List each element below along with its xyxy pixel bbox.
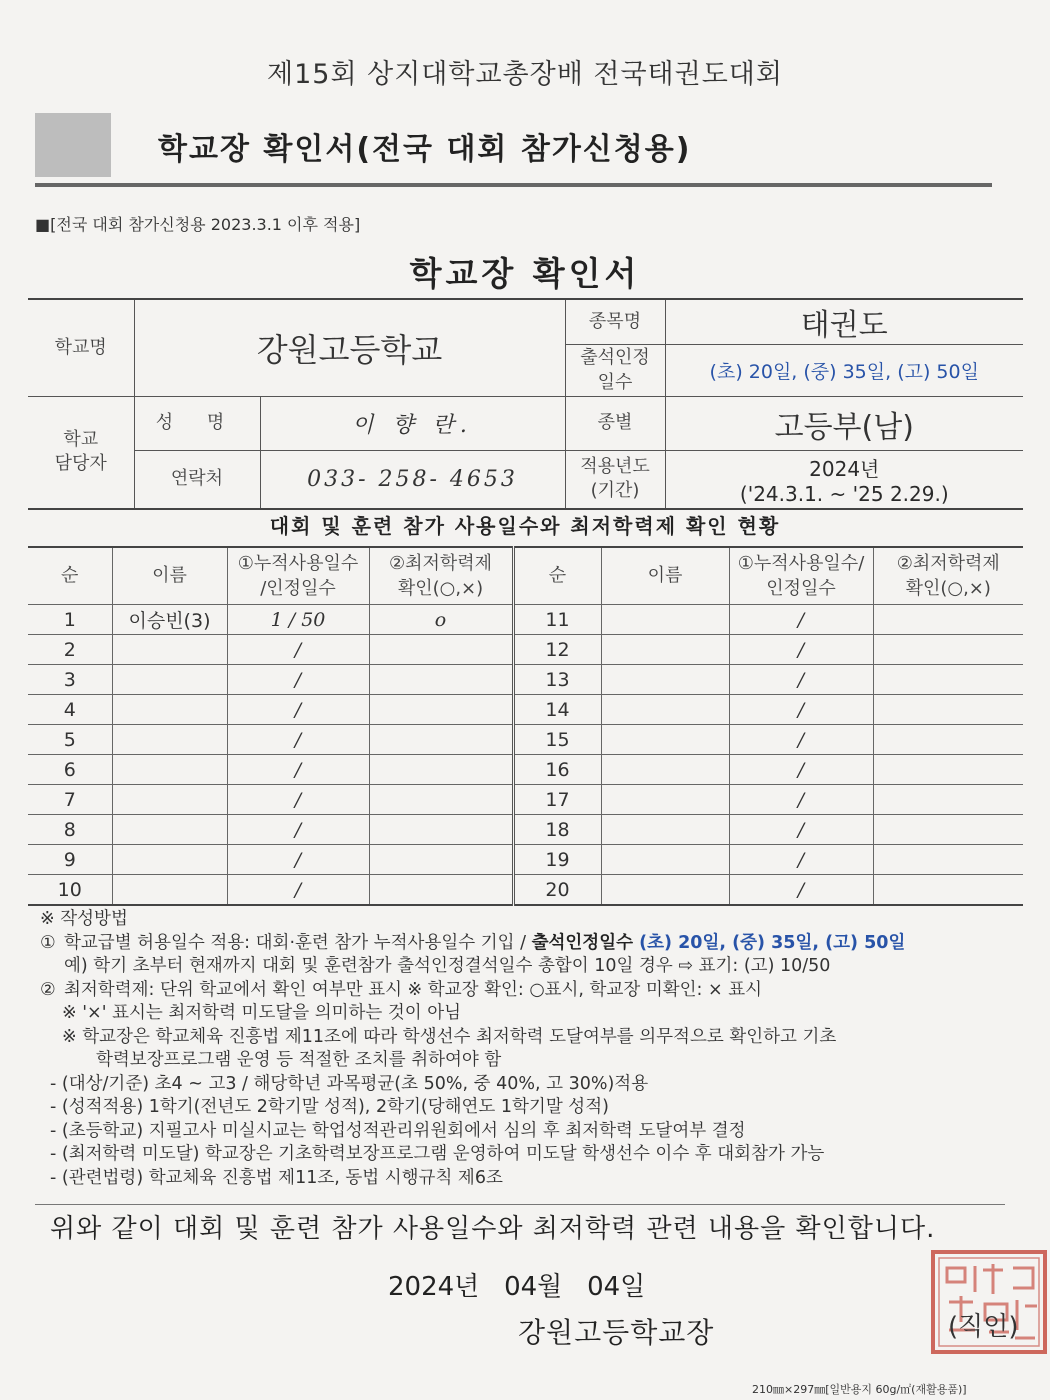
days-left-value: /	[294, 818, 302, 841]
student-name-right	[601, 665, 729, 695]
year-period	[665, 451, 1023, 509]
days-right	[729, 845, 873, 875]
row-number-left	[28, 605, 112, 635]
academic-check-left	[369, 875, 513, 906]
staff-label	[28, 397, 134, 509]
instruction-1	[40, 932, 1040, 956]
row-number-right	[513, 875, 601, 906]
table-row	[28, 845, 1023, 875]
days-right	[729, 755, 873, 785]
table-row	[28, 785, 1023, 815]
confirmation-statement: 위와 같이 대회 및 훈련 참가 사용일수와 최저학력 관련 내용을 확인합니다.	[50, 1214, 936, 1244]
academic-check-right	[873, 725, 1023, 755]
header-days-right-line2: 인정일수	[766, 578, 836, 599]
header-academic-right-line1: ②최저학력제	[896, 552, 1000, 574]
days-left	[227, 665, 369, 695]
days-left	[227, 785, 369, 815]
days-left-value: /	[294, 728, 302, 751]
staff-name: 이 향 란.	[260, 397, 565, 451]
academic-check-right	[873, 845, 1023, 875]
days-right-value: /	[797, 608, 805, 631]
row-number-right	[513, 605, 601, 635]
days-right	[729, 875, 873, 906]
category-label: 종별	[565, 397, 665, 451]
instruction-2-number: ②	[40, 979, 56, 1000]
days-left-value: /	[294, 788, 302, 811]
header-name-left: 이름	[112, 547, 227, 605]
table-row	[28, 635, 1023, 665]
form-title: 학교장 확인서	[409, 254, 641, 293]
event-label: 종목명	[565, 299, 665, 345]
header-academic-left	[369, 547, 513, 605]
header-name-right: 이름	[601, 547, 729, 605]
table-row	[28, 725, 1023, 755]
usage-table	[28, 546, 1023, 906]
instruction-2-sub3: 학력보장프로그램 운영 등 적절한 조치를 취하여야 함	[96, 1050, 502, 1070]
school-info-table	[28, 298, 1023, 510]
days-left-value: /	[294, 638, 302, 661]
student-name-right	[601, 605, 729, 635]
instruction-2	[40, 979, 1040, 1003]
student-name-left	[112, 815, 227, 845]
days-right-value: /	[797, 638, 805, 661]
days-left	[227, 635, 369, 665]
academic-check-right	[873, 815, 1023, 845]
row-number-right-value: 14	[545, 698, 570, 721]
academic-check-right	[873, 695, 1023, 725]
student-name-left	[112, 785, 227, 815]
academic-check-left-value: o	[434, 608, 447, 631]
row-number-right	[513, 815, 601, 845]
student-name-right	[601, 875, 729, 906]
instructions	[40, 908, 1040, 1190]
row-number-right-value: 13	[545, 668, 570, 691]
days-right-value: /	[797, 668, 805, 691]
academic-check-right	[873, 785, 1023, 815]
row-number-right-value: 18	[545, 818, 570, 841]
academic-check-right	[873, 635, 1023, 665]
student-name-right	[601, 635, 729, 665]
seal-label: (직인)	[948, 1312, 1019, 1342]
instruction-2-text: 최저학력제: 단위 학교에서 확인 여부만 표시 ※ 학교장 확인: ○표시, 학교장 미확인: × 표시	[64, 979, 763, 1000]
days-right	[729, 815, 873, 845]
days-right-value: /	[797, 758, 805, 781]
year-label-line2: (기간)	[590, 480, 640, 502]
days-right-value: /	[797, 698, 805, 721]
days-left	[227, 725, 369, 755]
table-row	[28, 875, 1023, 906]
row-number-left-value: 9	[63, 848, 76, 871]
academic-check-left	[369, 755, 513, 785]
student-name-right	[601, 755, 729, 785]
days-right	[729, 665, 873, 695]
header-academic-right	[873, 547, 1023, 605]
days-right-value: /	[797, 878, 805, 901]
row-number-right	[513, 635, 601, 665]
row-number-left-value: 4	[63, 698, 76, 721]
header-days-right-line1: ①누적사용일수/	[737, 552, 865, 574]
student-name-right	[601, 815, 729, 845]
academic-check-right	[873, 605, 1023, 635]
staff-label-line2: 담당자	[54, 453, 107, 475]
row-number-left	[28, 815, 112, 845]
row-number-right-value: 16	[545, 758, 570, 781]
usage-section-title: 대회 및 훈련 참가 사용일수와 최저학력제 확인 현황	[269, 514, 781, 538]
academic-check-left	[369, 605, 513, 635]
paper-spec: 210㎜×297㎜[일반용지 60g/㎡(재활용품)]	[752, 1383, 967, 1396]
contact-label: 연락처	[134, 451, 260, 509]
row-number-left-value: 1	[63, 608, 76, 631]
student-name-left-value: 이승빈(3)	[128, 610, 211, 632]
row-number-left-value: 6	[63, 758, 76, 781]
footer-divider	[35, 1204, 1005, 1205]
days-right	[729, 695, 873, 725]
days-left-value: /	[294, 878, 302, 901]
detail-target: - (대상/기준) 초4 ~ 고3 / 해당학년 과목평균(초 50%, 중 40%, 고 30%)적용	[50, 1073, 649, 1094]
days-left-value: /	[294, 698, 302, 721]
instruction-1-days: (초) 20일, (중) 35일, (고) 50일	[633, 932, 906, 953]
days-left-value: /	[294, 848, 302, 871]
days-right	[729, 725, 873, 755]
header-academic-left-line2: 확인(○,×)	[397, 578, 484, 599]
year-label-line1: 적용년도	[580, 455, 650, 477]
header-days-left-line1: ①누적사용일수	[237, 552, 359, 574]
table-row	[28, 665, 1023, 695]
days-right	[729, 635, 873, 665]
instruction-1-bold: 출석인정일수	[531, 932, 634, 953]
days-left	[227, 755, 369, 785]
row-number-right-value: 19	[545, 848, 570, 871]
event-value: 태권도	[665, 299, 1023, 345]
days-right-value: /	[797, 728, 805, 751]
title-decoration-block	[35, 113, 111, 177]
days-left-value: /	[294, 668, 302, 691]
row-number-left	[28, 785, 112, 815]
table-row	[28, 755, 1023, 785]
detail-below-minimum: - (최저학력 미도달) 학교장은 기초학력보장프로그램 운영하여 미도달 학생선수 이수 후 대회참가 가능	[50, 1144, 825, 1164]
row-number-left	[28, 665, 112, 695]
academic-check-left	[369, 815, 513, 845]
row-number-left-value: 8	[63, 818, 76, 841]
student-name-left	[112, 845, 227, 875]
days-left	[227, 875, 369, 906]
academic-check-right	[873, 755, 1023, 785]
student-name-left	[112, 635, 227, 665]
year-value: 2024년	[809, 456, 880, 481]
row-number-right	[513, 785, 601, 815]
year-label	[565, 451, 665, 509]
days-left-value: /	[294, 758, 302, 781]
days-left	[227, 605, 369, 635]
name-label: 성 명	[134, 397, 260, 451]
student-name-left	[112, 875, 227, 906]
table-row	[28, 605, 1023, 635]
header-no-right: 순	[513, 547, 601, 605]
header-no-left: 순	[28, 547, 112, 605]
days-right	[729, 785, 873, 815]
student-name-right	[601, 845, 729, 875]
detail-elementary: - (초등학교) 지필고사 미실시교는 학업성적관리위원회에서 심의 후 최저학력 도달여부 결정	[50, 1120, 746, 1141]
staff-label-line1: 학교	[63, 428, 99, 450]
instructions-heading: ※ 작성방법	[40, 909, 128, 929]
detail-grades: - (성적적용) 1학기(전년도 2학기말 성적), 2학기(당해연도 1학기말 성적)	[50, 1097, 609, 1117]
attendance-label-line1: 출석인정	[580, 347, 650, 369]
days-left	[227, 695, 369, 725]
attendance-label	[565, 345, 665, 397]
event-title: 제15회 상지대학교총장배 전국태권도대회	[267, 59, 783, 90]
contact-number: 033- 258- 4653	[260, 451, 565, 509]
instruction-1-text: 학교급별 허용일수 적용: 대회·훈련 참가 누적사용일수 기입 /	[64, 932, 532, 953]
academic-check-left	[369, 785, 513, 815]
usage-table-body	[28, 605, 1023, 906]
row-number-right-value: 17	[545, 788, 570, 811]
row-number-right-value: 20	[545, 878, 570, 901]
attendance-days: (초) 20일, (중) 35일, (고) 50일	[665, 345, 1023, 397]
academic-check-left	[369, 665, 513, 695]
days-right	[729, 605, 873, 635]
applicability-note: ■[전국 대회 참가신청용 2023.3.1 이후 적용]	[35, 215, 361, 234]
days-right-value: /	[797, 818, 805, 841]
row-number-right	[513, 755, 601, 785]
academic-check-left	[369, 695, 513, 725]
instruction-2-sub1: ※ '×' 표시는 최저학력 미도달을 의미하는 것이 아님	[62, 1003, 462, 1023]
row-number-right-value: 12	[545, 638, 570, 661]
academic-check-left	[369, 635, 513, 665]
document-title: 학교장 확인서(전국 대회 참가신청용)	[158, 132, 692, 167]
category-value: 고등부(남)	[665, 397, 1023, 451]
days-right-value: /	[797, 788, 805, 811]
student-name-left	[112, 695, 227, 725]
header-academic-right-line2: 확인(○,×)	[905, 578, 991, 599]
row-number-right	[513, 725, 601, 755]
row-number-left	[28, 635, 112, 665]
academic-check-right	[873, 875, 1023, 906]
detail-law: - (관련법령) 학교체육 진흥법 제11조, 동법 시행규칙 제6조	[50, 1167, 503, 1188]
row-number-left	[28, 875, 112, 906]
row-number-right-value: 11	[545, 608, 570, 631]
student-name-right	[601, 785, 729, 815]
table-row	[28, 815, 1023, 845]
row-number-right	[513, 665, 601, 695]
instruction-1-number: ①	[40, 932, 56, 953]
days-right-value: /	[797, 848, 805, 871]
school-name-label: 학교명	[28, 299, 134, 397]
row-number-right	[513, 845, 601, 875]
student-name-right	[601, 695, 729, 725]
instruction-1-example: 예) 학기 초부터 현재까지 대회 및 훈련참가 출석인정결석일수 총합이 10일 경우 ⇨ 표기: (고) 10/50	[64, 956, 831, 976]
row-number-left	[28, 725, 112, 755]
student-name-left	[112, 605, 227, 635]
row-number-left-value: 10	[57, 878, 82, 901]
days-left-value: 1 / 50	[270, 608, 326, 631]
table-row	[28, 695, 1023, 725]
days-left	[227, 845, 369, 875]
row-number-left-value: 7	[63, 788, 76, 811]
row-number-left-value: 3	[63, 668, 76, 691]
days-left	[227, 815, 369, 845]
row-number-right	[513, 695, 601, 725]
header-days-left	[227, 547, 369, 605]
student-name-right	[601, 725, 729, 755]
header-days-right	[729, 547, 873, 605]
school-name: 강원고등학교	[134, 299, 565, 397]
academic-check-left	[369, 845, 513, 875]
row-number-left	[28, 845, 112, 875]
academic-check-right	[873, 665, 1023, 695]
student-name-left	[112, 665, 227, 695]
header-academic-left-line1: ②최저학력제	[388, 552, 493, 574]
signature-date: 2024년 04월 04일	[388, 1272, 646, 1302]
attendance-label-line2: 일수	[597, 371, 633, 393]
instruction-2-sub2: ※ 학교장은 학교체육 진흥법 제11조에 따라 학생선수 최저학력 도달여부를 의무적으로 확인하고 기초	[62, 1026, 837, 1047]
row-number-left	[28, 755, 112, 785]
row-number-left	[28, 695, 112, 725]
header-days-left-line2: /인정일수	[260, 578, 336, 599]
header-divider	[35, 183, 992, 187]
row-number-left-value: 5	[63, 728, 76, 751]
period-value: ('24.3.1. ~ '25 2.29.)	[739, 481, 949, 506]
row-number-left-value: 2	[63, 638, 76, 661]
student-name-left	[112, 725, 227, 755]
student-name-left	[112, 755, 227, 785]
row-number-right-value: 15	[545, 728, 570, 751]
principal-signature: 강원고등학교장	[518, 1316, 715, 1349]
academic-check-left	[369, 725, 513, 755]
